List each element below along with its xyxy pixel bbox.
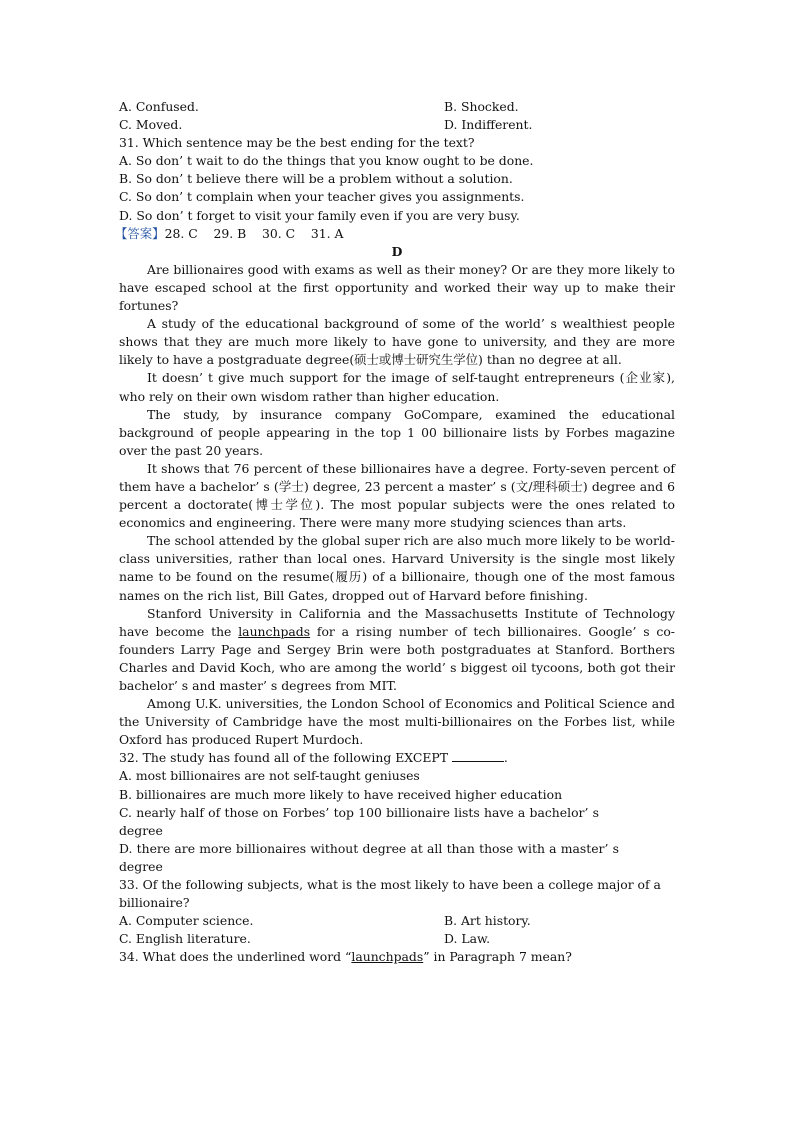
q32-stem-end: . — [503, 750, 508, 766]
q33-option-d: D. Law. — [444, 931, 491, 947]
q34-text-after: ” in Paragraph 7 mean? — [423, 949, 572, 965]
answer-tag: 【答案】 — [115, 225, 165, 241]
passage-paragraph-5: It shows that 76 percent of these billionaires have a degree. Forty-seven percent of them have a bachelor’ s (学士) degree, 23 percent a master’ s (文/理科硕士) degree and 6 percent a doctorate(博士学位). The most popular subjects were the ones related to economics and engineering. There were many more studying sciences than arts. — [119, 460, 675, 531]
passage-paragraph-1: Are billionaires good with exams as well as their money? Or are they more likely to have escaped school at the first opportunity and worked their way up to make their fortunes? — [119, 261, 675, 314]
q30-options-row-2 — [119, 116, 675, 134]
q31-option-c: C. So don’ t complain when your teacher gives you assignments. — [119, 189, 525, 205]
para7-text-before: Stanford University in California and the Massachusetts Institute of Technology have become the — [119, 605, 675, 639]
section-heading: D — [391, 243, 403, 259]
q33-stem: 33. Of the following subjects, what is the most likely to have been a college major of a billionaire? — [119, 877, 661, 911]
q32-stem-text: 32. The study has found all of the following EXCEPT — [119, 750, 452, 766]
q32-option-d: D. there are more billionaires without degree at all than those with a master’ s degree — [119, 840, 619, 874]
q34-underlined-word: launchpads — [351, 949, 424, 965]
passage-paragraph-6: The school attended by the global super rich are also much more likely to be world-class universities, rather than local ones. Harvard University is the single most likely name to be found on the resume(履历) of a billionaire, though one of the most famous names on the rich list, Bill Gates, dropped out of Harvard before finishing. — [119, 533, 675, 603]
q33-option-a: A. Computer science. — [119, 913, 254, 929]
q32-stem — [119, 749, 675, 767]
q34-text-before: 34. What does the underlined word “ — [119, 949, 352, 965]
answer-blank — [452, 749, 504, 762]
q33-option-c: C. English literature. — [119, 931, 251, 947]
passage-paragraph-8: Among U.K. universities, the London School of Economics and Political Science and the University of Cambridge have the most multi-billionaires on the Forbes list, while Oxford has produced Rupert Murdoch. — [119, 696, 675, 748]
answer-text: 28. C 29. B 30. C 31. A — [164, 225, 344, 241]
q30-option-c: C. Moved. — [119, 117, 183, 133]
q32-option-a: A. most billionaires are not self-taught geniuses — [119, 768, 420, 784]
q30-option-a: A. Confused. — [119, 99, 199, 114]
passage-paragraph-4: The study, by insurance company GoCompare, examined the educational background of people appearing in the top 1 00 billionaire lists by Forbes magazine over the past 20 years. — [119, 406, 675, 458]
underlined-word: launchpads — [238, 623, 311, 639]
passage-paragraph-3: It doesn’ t give much support for the image of self-taught entrepreneurs (企业家), who rely on their own wisdom rather than higher education. — [119, 370, 675, 404]
q31-option-d: D. So don’ t forget to visit your family even if you are very busy. — [119, 207, 520, 223]
q31-stem: 31. Which sentence may be the best ending for the text? — [119, 135, 475, 151]
q32-option-c: C. nearly half of those on Forbes’ top 100 billionaire lists have a bachelor’ s degree — [119, 804, 599, 838]
q31-option-b: B. So don’ t believe there will be a problem without a solution. — [119, 171, 513, 187]
q31-option-a: A. So don’ t wait to do the things that you know ought to be done. — [119, 153, 534, 169]
para7-text-after: for a rising number of tech billionaires. Google’ s co-founders Larry Page and Sergey Brin were both postgraduates at Stanford. Borthers Charles and David Koch, who are among the world’ s biggest oil tycoons, both got their bachelor’ s and master’ s degrees from MIT. — [119, 623, 675, 693]
passage-paragraph-2: A study of the educational background of some of the world’ s wealthiest people shows that they are much more likely to have gone to university, and they are more likely to have a postgraduate degree(硕士或博士研究生学位) than no degree at all. — [119, 316, 675, 368]
q32-option-b: B. billionaires are much more likely to have received higher education — [119, 786, 563, 802]
q30-options-row-1 — [119, 98, 675, 116]
answer-key — [115, 225, 675, 243]
document-page — [115, 98, 675, 967]
q30-option-d: D. Indifferent. — [444, 117, 533, 133]
q33-options-row-2 — [119, 930, 675, 948]
q30-option-b: B. Shocked. — [444, 99, 519, 114]
q34-stem — [119, 948, 675, 966]
q33-option-b: B. Art history. — [444, 913, 531, 929]
q33-options-row-1 — [119, 912, 675, 930]
passage-paragraph-7 — [119, 605, 675, 695]
